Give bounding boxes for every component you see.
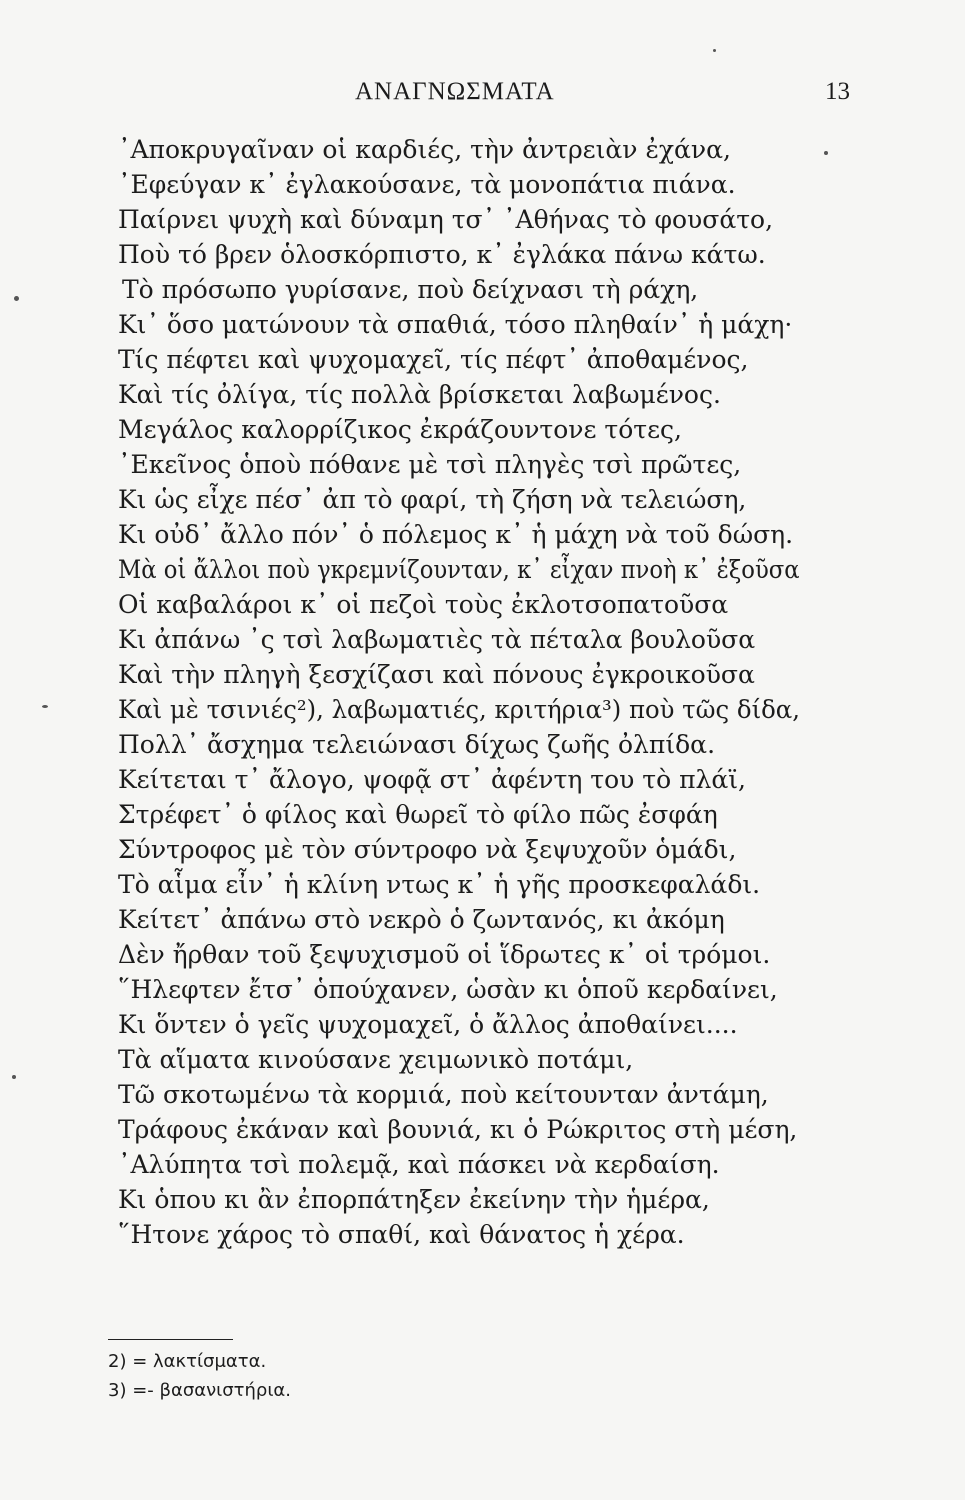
verse-line: Στρέφετ᾿ ὁ φίλος καὶ θωρεῖ τὸ φίλο πῶς ἐσφάη bbox=[118, 800, 718, 829]
verse-line: Πολλ᾿ ἄσχημα τελειώνασι δίχως ζωῆς ὀλπίδα. bbox=[118, 730, 716, 759]
verse-line: Κι ὅντεν ὁ γεῖς ψυχομαχεῖ, ὁ ἄλλος ἀποθαίνει.... bbox=[118, 1010, 738, 1039]
verse-line: Τῶ σκοτωμένω τὰ κορμιά, ποὺ κείτουνταν ἀντάμη, bbox=[118, 1080, 769, 1109]
verse-line: Καὶ τὴν πληγὴ ξεσχίζασι καὶ πόνους ἐγκροικοῦσα bbox=[118, 660, 755, 689]
verse-line: Τίς πέφτει καὶ ψυχομαχεῖ, τίς πέφτ᾿ ἀποθαμένος, bbox=[118, 345, 749, 374]
print-speck bbox=[713, 49, 716, 52]
footnote-3: 3) =- βασανιστήρια. bbox=[108, 1380, 292, 1401]
verse-line: ᾿Αλύπητα τσὶ πολεμᾷ, καὶ πάσκει νὰ κερδαίση. bbox=[118, 1150, 720, 1179]
verse-line: Μεγάλος καλορρίζικος ἐκράζουντονε τότες, bbox=[118, 415, 683, 444]
running-title: ΑΝΑΓΝΩΣΜΑΤΑ bbox=[355, 78, 555, 105]
print-speck bbox=[14, 296, 19, 301]
verse-line: Οἱ καβαλάροι κ᾿ οἱ πεζοὶ τοὺς ἐκλοτσοπατοῦσα bbox=[118, 590, 729, 619]
verse-line: Τράφους ἐκάναν καὶ βουνιά, κι ὁ Ρώκριτος στὴ μέση, bbox=[118, 1115, 798, 1144]
verse-line: Κι οὐδ᾿ ἄλλο πόν᾿ ὁ πόλεμος κ᾿ ἡ μάχη νὰ τοῦ δώση. bbox=[118, 520, 794, 549]
verse-line: Τὸ πρόσωπο γυρίσανε, ποὺ δείχνασι τὴ ράχη, bbox=[122, 275, 699, 304]
verse-line: Κείτετ᾿ ἀπάνω στὸ νεκρὸ ὁ ζωντανός, κι ἀκόμη bbox=[118, 905, 725, 934]
footnote-rule bbox=[108, 1339, 233, 1340]
verse-line: Τὰ αἵματα κινούσανε χειμωνικὸ ποτάμι, bbox=[118, 1045, 634, 1074]
verse-line: Παίρνει ψυχὴ καὶ δύναμη τσ᾿ ᾿Αθήνας τὸ φουσάτο, bbox=[118, 205, 774, 234]
footnote-2: 2) = λακτίσματα. bbox=[108, 1351, 267, 1372]
verse-line: ᾿Αποκρυγαῖναν οἱ καρδιές, τὴν ἀντρειὰν ἐχάνα, bbox=[118, 135, 731, 164]
verse-line: Καὶ μὲ τσινιές²), λαβωματιές, κριτήρια³) ποὺ τῶς δίδα, bbox=[118, 695, 800, 724]
verse-line: Κι ὁπου κι ἂν ἐπορπάτηξεν ἐκείνην τὴν ἡμέρα, bbox=[118, 1185, 710, 1214]
verse-line: Κι᾿ ὅσο ματώνουν τὰ σπαθιά, τόσο πληθαίν᾿ ἡ μάχη· bbox=[118, 310, 793, 339]
print-speck bbox=[12, 1075, 16, 1079]
verse-line: ᾿Εκεῖνος ὁποὺ πόθανε μὲ τσὶ πληγὲς τσὶ πρῶτες, bbox=[118, 450, 742, 479]
print-speck bbox=[824, 151, 828, 155]
running-head bbox=[0, 78, 965, 114]
verse-line: Κι ἀπάνω ᾿ς τσὶ λαβωματιὲς τὰ πέταλα βουλοῦσα bbox=[118, 625, 756, 654]
verse-line: Τὸ αἷμα εἶν᾿ ἡ κλίνη ντως κ᾿ ἡ γῆς προσκεφαλάδι. bbox=[118, 870, 761, 899]
page-number: 13 bbox=[825, 78, 850, 105]
verse-line: Ποὺ τό βρεν ὁλοσκόρπιστο, κ᾿ ἐγλάκα πάνω κάτω. bbox=[118, 240, 766, 269]
verse-line: Κι ὡς εἶχε πέσ᾿ ἀπ τὸ φαρί, τὴ ζήση νὰ τελειώση, bbox=[118, 485, 747, 514]
verse-line: Καὶ τίς ὀλίγα, τίς πολλὰ βρίσκεται λαβωμένος. bbox=[118, 380, 721, 409]
verse-line: Σύντροφος μὲ τὸν σύντροφο νὰ ξεψυχοῦν ὁμάδι, bbox=[118, 835, 737, 864]
verse-line: ῞Ητονε χάρος τὸ σπαθί, καὶ θάνατος ἡ χέρα. bbox=[118, 1220, 685, 1249]
verse-line: ῞Ηλεφτεν ἔτσ᾿ ὁπούχανεν, ὡσὰν κι ὁποῦ κερδαίνει, bbox=[118, 975, 778, 1004]
verse-line: Δὲν ἤρθαν τοῦ ξεψυχισμοῦ οἱ ἵδρωτες κ᾿ οἱ τρόμοι. bbox=[118, 940, 771, 969]
verse-line: ᾿Εφεύγαν κ᾿ ἐγλακούσανε, τὰ μονοπάτια πιάνα. bbox=[118, 170, 736, 199]
verse-line: Κείτεται τ᾿ ἄλογο, ψοφᾷ στ᾿ ἀφέντη του τὸ πλάϊ, bbox=[118, 765, 747, 794]
print-speck bbox=[42, 705, 48, 708]
verse-line: Μὰ οἱ ἄλλοι ποὺ γκρεμνίζουνταν, κ᾿ εἶχαν πνοὴ κ᾿ ἐξοῦσα bbox=[118, 555, 800, 584]
